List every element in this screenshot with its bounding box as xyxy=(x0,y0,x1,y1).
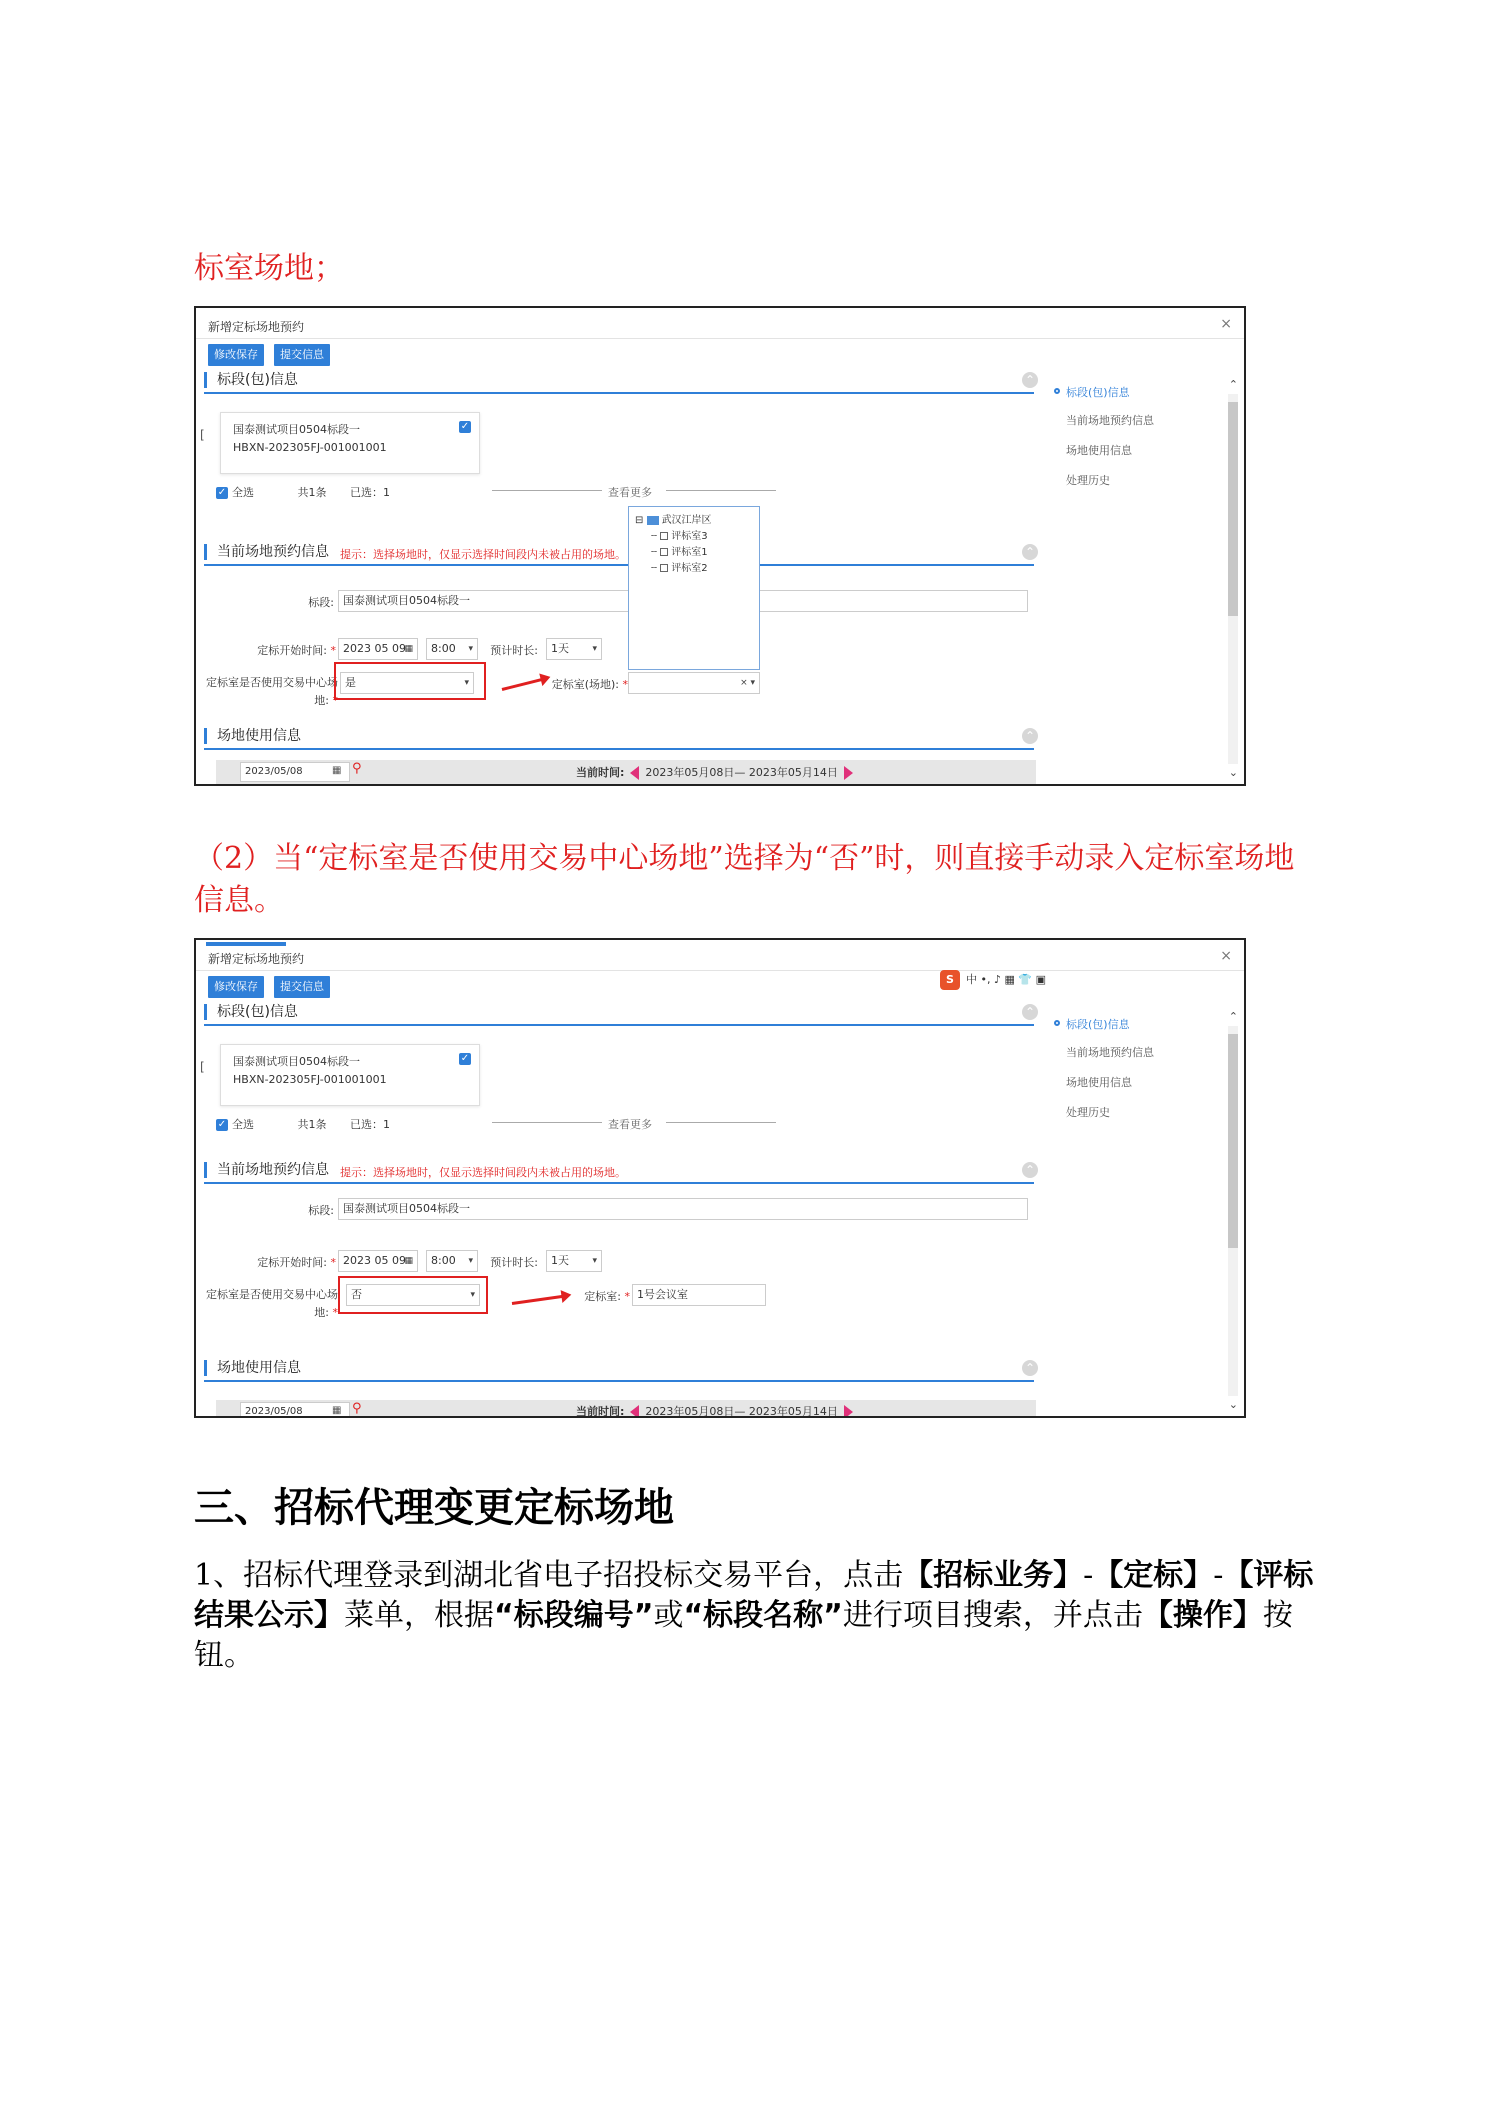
selected-count: 已选：1 xyxy=(350,486,390,499)
body-paragraph xyxy=(194,1556,1314,1676)
menu-ref: 【招标业务】 xyxy=(903,1558,1084,1593)
scrollbar-thumb[interactable] xyxy=(1228,402,1238,616)
start-time-label: 定标开始时间: * xyxy=(257,1256,336,1269)
side-nav-booking[interactable]: 当前场地预约信息 xyxy=(1066,1046,1154,1059)
use-center-label: 定标室是否使用交易中心场地: * xyxy=(206,676,338,707)
view-more-link[interactable]: 查看更多 xyxy=(608,486,652,499)
side-nav-bid[interactable]: 标段(包)信息 xyxy=(1066,1018,1130,1031)
select-all[interactable] xyxy=(216,484,254,500)
calendar-icon[interactable]: ▦ xyxy=(332,1405,342,1416)
bid-card[interactable] xyxy=(220,1044,480,1106)
tree-item[interactable]: ┄ 评标室3 xyxy=(651,531,708,542)
save-button[interactable]: 修改保存 xyxy=(208,344,264,366)
nav-dot-icon xyxy=(1054,1020,1060,1026)
divider xyxy=(196,970,1244,971)
calendar-icon[interactable]: ▦ xyxy=(404,1256,413,1266)
checkbox-checked-icon[interactable]: ✓ xyxy=(460,1053,470,1064)
duration-label: 预计时长: xyxy=(490,1256,538,1269)
bid-code: HBXN-202305FJ-001001001 xyxy=(233,1073,387,1086)
instruction-text-red: 标室场地； xyxy=(194,251,344,286)
prev-week-icon[interactable] xyxy=(630,1405,639,1418)
divider xyxy=(196,338,1244,339)
bid-input[interactable]: 国泰测试项目0504标段一 xyxy=(338,1198,1028,1220)
calendar-icon[interactable]: ▦ xyxy=(404,644,413,654)
body-text: 菜单，根据 xyxy=(344,1598,494,1633)
highlight-box xyxy=(334,662,486,700)
side-nav-bid[interactable]: 标段(包)信息 xyxy=(1066,386,1130,399)
start-date-input[interactable]: 2023 05 09 ▦ xyxy=(338,1250,418,1272)
search-icon[interactable]: ⚲ xyxy=(352,1401,362,1416)
save-button[interactable]: 修改保存 xyxy=(208,976,264,998)
window-title: 新增定标场地预约 xyxy=(208,320,305,334)
use-center-select[interactable]: 是 ▾ xyxy=(340,672,474,694)
usage-date-input[interactable]: 2023/05/08 xyxy=(240,1402,350,1418)
bid-input[interactable]: 国泰测试项目0504标段一 xyxy=(338,590,1028,612)
tip-text: 提示：选择场地时，仅显示选择时间段内未被占用的场地。 xyxy=(340,548,626,561)
chevron-down-icon: ▾ xyxy=(470,1290,475,1300)
side-nav-usage[interactable]: 场地使用信息 xyxy=(1066,1076,1132,1089)
ime-toolbar[interactable]: S 中 •, ♪ ▦ 👕 ▣ xyxy=(940,970,1046,990)
section-title-bid: 标段(包)信息 xyxy=(204,372,298,388)
start-time-select[interactable]: 8:00 ▾ xyxy=(426,638,478,660)
start-time-select[interactable]: 8:00 ▾ xyxy=(426,1250,478,1272)
collapse-icon[interactable]: ⌃ xyxy=(1022,544,1038,560)
collapse-icon[interactable]: ⌃ xyxy=(1022,1004,1038,1020)
tip-text: 提示：选择场地时，仅显示选择时间段内未被占用的场地。 xyxy=(340,1166,626,1179)
arrow-annotation xyxy=(512,1294,566,1304)
total-count: 共1条 xyxy=(297,486,327,499)
checkbox-icon[interactable] xyxy=(660,548,668,556)
section-divider xyxy=(204,1182,1034,1184)
window-title: 新增定标场地预约 xyxy=(208,952,305,966)
divider xyxy=(492,490,602,491)
close-icon[interactable]: × xyxy=(1220,948,1232,964)
submit-button[interactable]: 提交信息 xyxy=(274,344,330,366)
screenshot-booking-yes xyxy=(194,306,1246,786)
next-week-icon[interactable] xyxy=(844,1405,853,1418)
scroll-up-icon[interactable]: ⌃ xyxy=(1228,1010,1238,1023)
start-date-input[interactable]: 2023 05 09 ▦ xyxy=(338,638,418,660)
chevron-down-icon: ▾ xyxy=(468,644,473,654)
tree-item[interactable]: ┄ 评标室2 xyxy=(651,563,708,574)
body-text: - xyxy=(1213,1558,1224,1593)
room-input[interactable]: 1号会议室 xyxy=(632,1284,766,1306)
room-dropdown[interactable] xyxy=(628,506,760,670)
body-text: 进行项目搜索，并点击 xyxy=(842,1598,1143,1633)
body-text: - xyxy=(1083,1558,1094,1593)
section-title-booking: 当前场地预约信息 xyxy=(204,1162,329,1178)
duration-select[interactable]: 1天 ▾ xyxy=(546,638,602,660)
current-time: 当前时间: 2023年05月08日— 2023年05月14日 xyxy=(576,1403,859,1418)
scroll-down-icon[interactable]: ⌄ xyxy=(1228,1398,1238,1411)
collapse-icon[interactable]: ⌃ xyxy=(1022,1360,1038,1376)
section-title-usage: 场地使用信息 xyxy=(204,1360,301,1376)
instruction-text-red: （2）当“定标室是否使用交易中心场地”选择为“否”时，则直接手动录入定标室场地信息。 xyxy=(194,841,1295,918)
select-all[interactable] xyxy=(216,1116,254,1132)
checkbox-icon[interactable] xyxy=(660,564,668,572)
collapse-icon[interactable]: ⌃ xyxy=(1022,728,1038,744)
screenshot-booking-no xyxy=(194,938,1246,1418)
side-nav-booking[interactable]: 当前场地预约信息 xyxy=(1066,414,1154,427)
collapse-icon[interactable]: ⌃ xyxy=(1022,1162,1038,1178)
view-more-link[interactable]: 查看更多 xyxy=(608,1118,652,1131)
section-divider xyxy=(204,1380,1034,1382)
collapse-icon[interactable]: ⌃ xyxy=(1022,372,1038,388)
selection-row xyxy=(216,1116,390,1132)
highlight-box xyxy=(338,1276,488,1314)
side-nav-history[interactable]: 处理历史 xyxy=(1066,474,1110,487)
search-icon[interactable]: ⚲ xyxy=(352,761,362,776)
menu-ref: 【评标结果公示】 xyxy=(194,1558,1314,1633)
chevron-down-icon: ▾ xyxy=(468,1256,473,1266)
submit-button[interactable]: 提交信息 xyxy=(274,976,330,998)
usage-date-input[interactable]: 2023/05/08 xyxy=(240,762,350,782)
room-select[interactable] xyxy=(628,672,760,694)
close-icon[interactable]: × xyxy=(1220,316,1232,332)
body-text: 按钮。 xyxy=(194,1598,1293,1673)
sogou-ime-icon[interactable]: S xyxy=(940,970,960,990)
nav-dot-icon xyxy=(1054,388,1060,394)
bid-label: 标段: xyxy=(308,596,334,609)
field-ref: “标段编号” xyxy=(494,1598,654,1633)
section-divider xyxy=(204,564,1034,566)
current-time: 当前时间: 2023年05月08日— 2023年05月14日 xyxy=(576,764,859,780)
body-text: 1、招标代理登录到湖北省电子招投标交易平台，点击 xyxy=(194,1558,904,1593)
chevron-down-icon: ▾ xyxy=(592,1256,597,1266)
tab-indicator xyxy=(206,942,286,946)
menu-ref: 【定标】 xyxy=(1093,1558,1214,1593)
section-title-usage: 场地使用信息 xyxy=(204,728,301,744)
scrollbar-thumb[interactable] xyxy=(1228,1034,1238,1248)
start-time-label: 定标开始时间: * xyxy=(257,644,336,657)
bid-name: 国泰测试项目0504标段一 xyxy=(233,423,360,436)
next-week-icon[interactable] xyxy=(844,766,853,780)
side-nav-history[interactable]: 处理历史 xyxy=(1066,1106,1110,1119)
divider xyxy=(492,1122,602,1123)
checkbox-checked-icon[interactable]: ✓ xyxy=(217,487,227,498)
select-all-label: 全选 xyxy=(232,486,254,499)
total-count: 共1条 xyxy=(297,1118,327,1131)
section-divider xyxy=(204,392,1034,394)
bid-code: HBXN-202305FJ-001001001 xyxy=(233,441,387,454)
room-label: 定标室: * xyxy=(584,1290,630,1303)
checkbox-icon[interactable] xyxy=(660,532,668,540)
body-text: 或 xyxy=(653,1598,684,1633)
folder-icon xyxy=(647,516,659,525)
selected-count: 已选：1 xyxy=(350,1118,390,1131)
scroll-up-icon[interactable]: ⌃ xyxy=(1228,378,1238,391)
calendar-icon[interactable]: ▦ xyxy=(332,765,342,776)
scroll-down-icon[interactable]: ⌄ xyxy=(1228,766,1238,779)
divider xyxy=(666,1122,776,1123)
section-title-bid: 标段(包)信息 xyxy=(204,1004,298,1020)
bid-card[interactable] xyxy=(220,412,480,474)
field-ref: “标段名称” xyxy=(683,1598,843,1633)
bid-name: 国泰测试项目0504标段一 xyxy=(233,1055,360,1068)
section-heading: 三、招标代理变更定标场地 xyxy=(194,1485,674,1531)
checkbox-checked-icon[interactable]: ✓ xyxy=(217,1119,227,1130)
clear-chevron-icon[interactable]: × ▾ xyxy=(740,678,755,688)
section-divider xyxy=(204,1024,1034,1026)
bid-label: 标段: xyxy=(308,1204,334,1217)
use-center-label: 定标室是否使用交易中心场地: * xyxy=(206,1288,338,1319)
selection-row xyxy=(216,484,390,500)
chevron-down-icon: ▾ xyxy=(592,644,597,654)
duration-label: 预计时长: xyxy=(490,644,538,657)
scroll-left-icon[interactable]: [ xyxy=(200,428,205,442)
divider xyxy=(666,490,776,491)
room-label: 定标室(场地): * xyxy=(551,678,628,691)
duration-select[interactable]: 1天 ▾ xyxy=(546,1250,602,1272)
use-center-select[interactable]: 否 ▾ xyxy=(346,1284,480,1306)
tree-root[interactable]: ⊟ 武汉江岸区 xyxy=(635,515,712,526)
select-all-label: 全选 xyxy=(232,1118,254,1131)
arrow-annotation xyxy=(502,677,545,691)
section-divider xyxy=(204,748,1034,750)
tree-item[interactable]: ┄ 评标室1 xyxy=(651,547,708,558)
scroll-left-icon[interactable]: [ xyxy=(200,1060,205,1074)
section-title-booking: 当前场地预约信息 xyxy=(204,544,329,560)
checkbox-checked-icon[interactable]: ✓ xyxy=(460,421,470,432)
chevron-down-icon: ▾ xyxy=(464,678,469,688)
button-ref: 【操作】 xyxy=(1142,1598,1263,1633)
prev-week-icon[interactable] xyxy=(630,766,639,780)
side-nav-usage[interactable]: 场地使用信息 xyxy=(1066,444,1132,457)
